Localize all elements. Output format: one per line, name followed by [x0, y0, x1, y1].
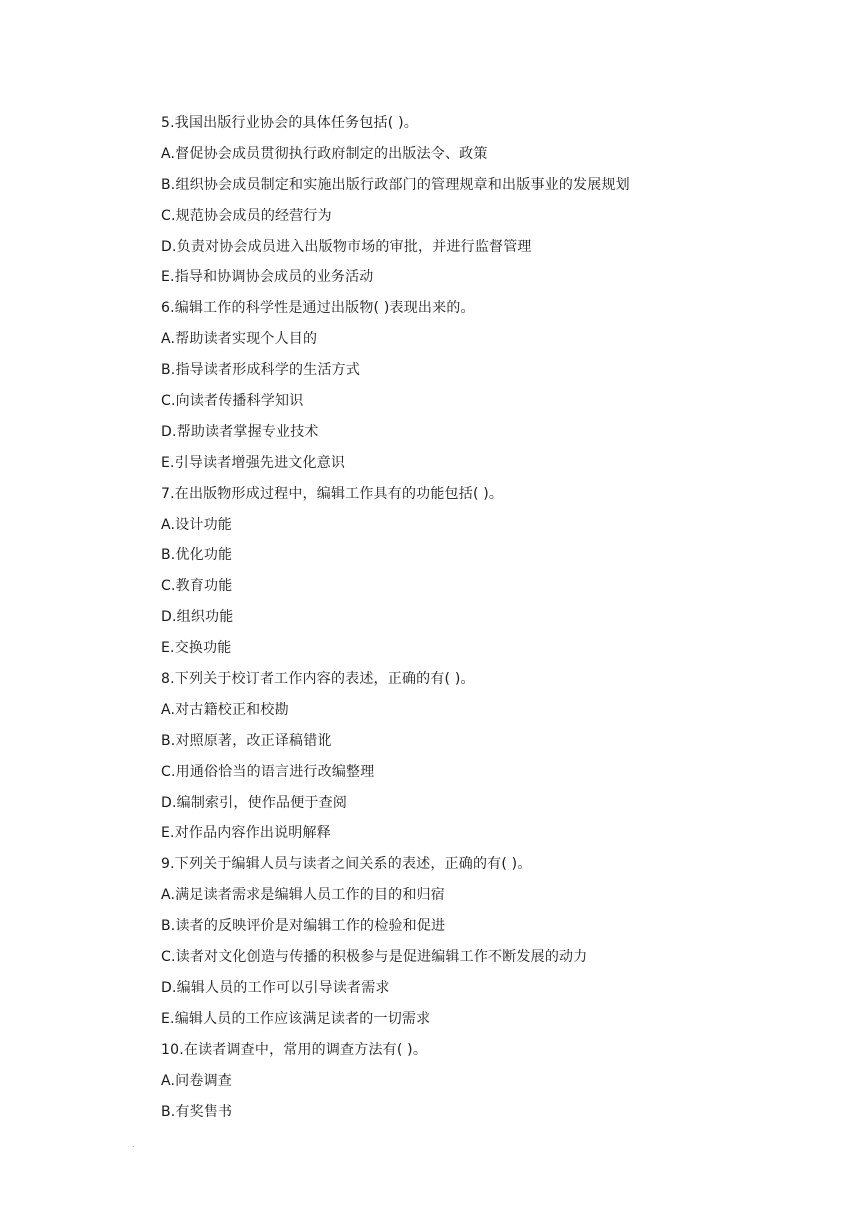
question-9: 9.下列关于编辑人员与读者之间关系的表述，正确的有( )。: [161, 856, 532, 873]
option-9a: A.满足读者需求是编辑人员工作的目的和归宿: [161, 887, 445, 904]
option-5b: B.组织协会成员制定和实施出版行政部门的管理规章和出版事业的发展规划: [161, 176, 630, 193]
question-6: 6.编辑工作的科学性是通过出版物( )表现出来的。: [161, 300, 475, 317]
option-9c: C.读者对文化创造与传播的积极参与是促进编辑工作不断发展的动力: [161, 949, 588, 966]
question-7: 7.在出版物形成过程中，编辑工作具有的功能包括( )。: [161, 485, 504, 502]
option-8b: B.对照原著，改正译稿错讹: [161, 732, 332, 749]
option-6c: C.向读者传播科学知识: [161, 393, 304, 410]
option-7c: C.教育功能: [161, 578, 233, 595]
option-5e: E.指导和协调协会成员的业务活动: [161, 269, 374, 286]
question-8: 8.下列关于校订者工作内容的表述，正确的有( )。: [161, 671, 475, 688]
option-7b: B.优化功能: [161, 547, 233, 564]
footer-mark: .: [132, 1140, 135, 1149]
option-5c: C.规范协会成员的经营行为: [161, 207, 332, 224]
option-9d: D.编辑人员的工作可以引导读者需求: [161, 979, 390, 996]
option-6b: B.指导读者形成科学的生活方式: [161, 362, 361, 379]
option-10b: B.有奖售书: [161, 1103, 233, 1120]
option-6e: E.引导读者增强先进文化意识: [161, 454, 346, 471]
option-9e: E.编辑人员的工作应该满足读者的一切需求: [161, 1010, 431, 1027]
option-8a: A.对古籍校正和校勘: [161, 701, 289, 718]
question-list: [161, 108, 841, 1127]
option-5d: D.负责对协会成员进入出版物市场的审批，并进行监督管理: [161, 238, 532, 255]
option-8c: C.用通俗恰当的语言进行改编整理: [161, 763, 375, 780]
option-7a: A.设计功能: [161, 516, 232, 533]
option-5a: A.督促协会成员贯彻执行政府制定的出版法令、政策: [161, 145, 488, 162]
option-8e: E.对作品内容作出说明解释: [161, 825, 331, 842]
option-8d: D.编制索引，使作品便于查阅: [161, 794, 348, 811]
option-6d: D.帮助读者掌握专业技术: [161, 423, 319, 440]
option-7d: D.组织功能: [161, 609, 234, 626]
question-5: 5.我国出版行业协会的具体任务包括( )。: [161, 115, 418, 131]
option-6a: A.帮助读者实现个人目的: [161, 331, 318, 348]
option-10a: A.问卷调查: [161, 1072, 232, 1089]
option-9b: B.读者的反映评价是对编辑工作的检验和促进: [161, 918, 446, 935]
question-10: 10.在读者调查中，常用的调查方法有( )。: [161, 1041, 428, 1058]
option-7e: E.交换功能: [161, 640, 232, 657]
